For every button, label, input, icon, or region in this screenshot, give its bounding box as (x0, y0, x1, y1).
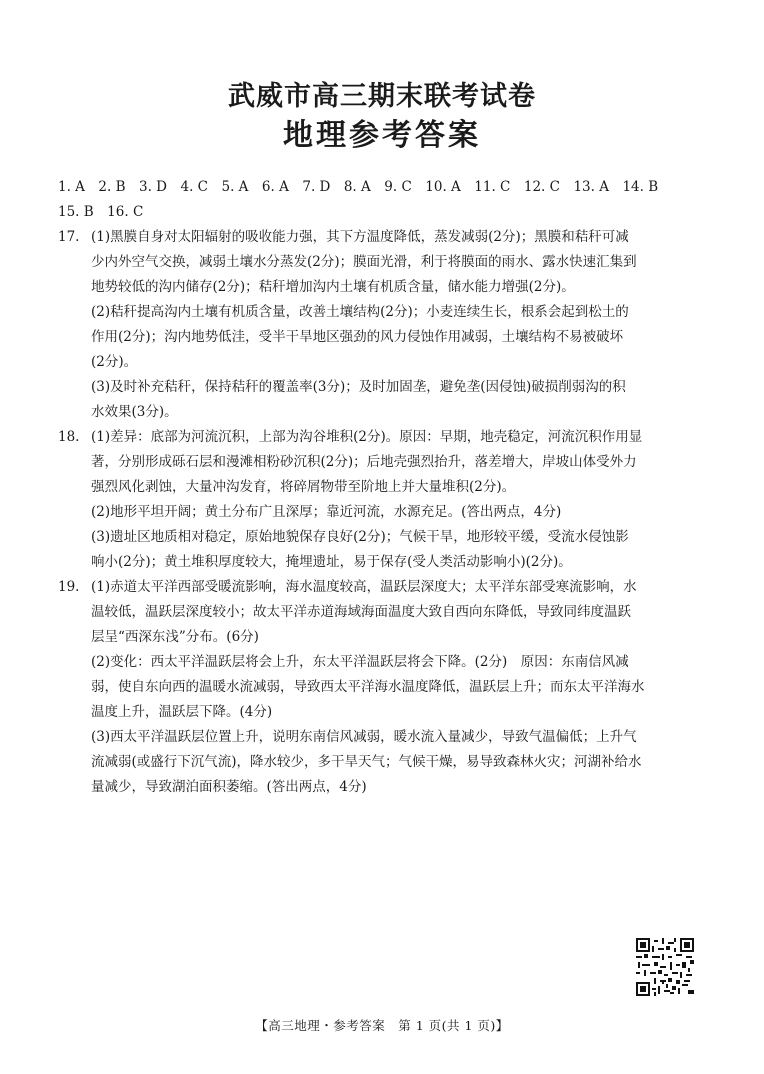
answer-line: (1)差异：底部为河流沉积，上部为沟谷堆积(2分)。原因：早期，地壳稳定，河流沉积作用显 (91, 429, 643, 445)
question-number: 17. (58, 229, 80, 245)
question-number: 19. (58, 579, 80, 595)
choice-answers-line-1: 1. A 2. B 3. D 4. C 5. A 6. A 7. D 8. A 9. C 10. A 11. C 12. C 13. A 14. B (58, 179, 659, 195)
answer-line: (2分)。 (91, 354, 138, 370)
answer-line: 著，分别形成砾石层和漫滩相粉砂沉积(2分)；后地壳强烈抬升，落差增大，岸坡山体受外力 (91, 454, 637, 470)
qr-code-image (636, 938, 694, 996)
question-17 (58, 225, 714, 425)
answer-line: 水效果(3分)。 (91, 404, 178, 420)
answer-line: 少内外空气交换，减弱土壤水分蒸发(2分)；膜面光滑，利于将膜面的雨水、露水快速汇集到 (91, 254, 637, 270)
page-footer: 【高三地理・参考答案 第 1 页(共 1 页)】 (255, 1018, 509, 1033)
answer-line: (2)变化：西太平洋温跃层将会上升，东太平洋温跃层将会下降。(2分) 原因：东南信风减 (91, 654, 629, 670)
answer-line: (3)遗址区地质相对稳定，原始地貌保存良好(2分)；气候干旱，地形较平缓，受流水侵蚀影 (91, 529, 629, 545)
answer-line: (2)秸秆提高沟内土壤有机质含量，改善土壤结构(2分)；小麦连续生长，根系会起到松土的 (91, 304, 629, 320)
answer-line: 地势较低的沟内储存(2分)；秸秆增加沟内土壤有机质含量，储水能力增强(2分)。 (91, 279, 575, 295)
page-subtitle: 地理参考答案 (283, 118, 481, 153)
answer-line: 响小(2分)；黄土堆积厚度较大，掩埋遗址，易于保存(受人类活动影响小)(2分)。 (91, 554, 572, 570)
answer-line: (1)黑膜自身对太阳辐射的吸收能力强，其下方温度降低，蒸发减弱(2分)；黑膜和秸秆可减 (91, 229, 629, 245)
answer-line: 弱，使自东向西的温暖水流减弱，导致西太平洋海水温度降低，温跃层上升；而东太平洋海水 (91, 679, 645, 695)
answer-content (58, 175, 714, 800)
answer-line: 温较低，温跃层深度较小；故太平洋赤道海域海面温度大致自西向东降低，导致同纬度温跃 (91, 604, 631, 620)
answer-line: (1)赤道太平洋西部受暖流影响，海水温度较高，温跃层深度大；太平洋东部受寒流影响，水 (91, 579, 637, 595)
answer-line: (2)地形平坦开阔；黄土分布广且深厚；靠近河流，水源充足。(答出两点，4分) (91, 504, 562, 520)
page-title: 武威市高三期末联考试卷 (228, 81, 536, 112)
answer-line: (3)西太平洋温跃层位置上升，说明东南信风减弱，暖水流入量减少，导致气温偏低；上升气 (91, 729, 637, 745)
answer-line: 量减少，导致湖泊面积萎缩。(答出两点，4分) (91, 779, 367, 795)
question-18 (58, 425, 714, 575)
answer-line: 强烈风化剥蚀，大量冲沟发育，将碎屑物带至阶地上并大量堆积(2分)。 (91, 479, 516, 495)
answer-line: 温度上升，温跃层下降。(4分) (91, 704, 273, 720)
question-19 (58, 575, 714, 800)
answer-line: 作用(2分)；沟内地势低洼，受半干旱地区强劲的风力侵蚀作用减弱，土壤结构不易被破坏 (91, 329, 624, 345)
question-number: 18. (58, 429, 80, 445)
answer-line: 层呈“西深东浅”分布。(6分) (91, 629, 259, 645)
answer-line: 流减弱(或盛行下沉气流)，降水较少，多干旱天气；气候干燥，易导致森林火灾；河湖补给水 (91, 754, 642, 770)
answer-line: (3)及时补充秸秆，保持秸秆的覆盖率(3分)；及时加固垄，避免垄(因侵蚀)破损削弱沟的积 (91, 379, 626, 395)
choice-answers-line-2: 15. B 16. C (58, 204, 144, 220)
